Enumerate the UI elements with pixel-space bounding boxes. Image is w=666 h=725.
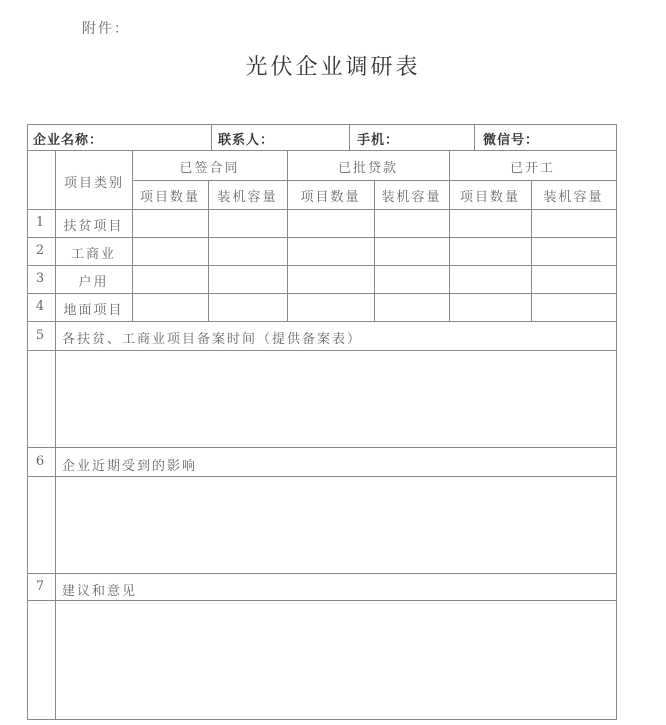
divider: [27, 150, 617, 151]
recent-impact-field[interactable]: [56, 477, 616, 573]
wechat-label: 微信号：: [483, 133, 540, 148]
cell-started-capacity[interactable]: [532, 294, 616, 321]
subheader-capacity: 装机容量: [217, 190, 278, 205]
group-header-signed: 已签合同: [179, 161, 240, 176]
cell-signed-capacity[interactable]: [209, 266, 287, 293]
cell-started-count[interactable]: [450, 238, 531, 265]
cell-started-count[interactable]: [450, 266, 531, 293]
cell-loan-capacity[interactable]: [375, 266, 449, 293]
table-border-right: [616, 124, 617, 720]
company-name-field[interactable]: [110, 125, 210, 149]
subheader-project-count: 项目数量: [300, 190, 361, 205]
row-number: 1: [35, 215, 47, 230]
cell-started-capacity[interactable]: [532, 238, 616, 265]
row-category: 扶贫项目: [63, 219, 124, 234]
cell-loan-capacity[interactable]: [375, 294, 449, 321]
divider: [27, 573, 617, 574]
divider: [349, 124, 350, 150]
phone-field[interactable]: [400, 125, 473, 149]
row-category: 户用: [78, 275, 109, 290]
row-number: 4: [35, 299, 47, 314]
page-title: 光伏企业调研表: [245, 55, 421, 80]
cell-signed-capacity[interactable]: [209, 238, 287, 265]
phone-label: 手机：: [357, 133, 400, 148]
cell-signed-count[interactable]: [133, 210, 208, 237]
cell-started-count[interactable]: [450, 294, 531, 321]
cell-signed-count[interactable]: [133, 238, 208, 265]
cell-started-capacity[interactable]: [532, 210, 616, 237]
filing-time-field[interactable]: [56, 351, 616, 447]
divider: [211, 124, 212, 150]
section-number: 5: [35, 328, 47, 343]
cell-loan-count[interactable]: [288, 266, 374, 293]
cell-signed-count[interactable]: [133, 266, 208, 293]
section-number: 6: [35, 454, 47, 469]
group-header-started: 已开工: [509, 161, 555, 176]
row-category: 地面项目: [63, 303, 124, 318]
attachment-label: 附件：: [82, 21, 130, 37]
cell-signed-count[interactable]: [133, 294, 208, 321]
subheader-capacity: 装机容量: [543, 190, 604, 205]
section-number: 7: [35, 579, 47, 594]
cell-signed-capacity[interactable]: [209, 210, 287, 237]
cell-loan-count[interactable]: [288, 238, 374, 265]
group-header-loan: 已批贷款: [337, 161, 398, 176]
cell-loan-count[interactable]: [288, 210, 374, 237]
wechat-field[interactable]: [555, 125, 615, 149]
cell-signed-capacity[interactable]: [209, 294, 287, 321]
cell-loan-capacity[interactable]: [375, 238, 449, 265]
company-name-label: 企业名称：: [33, 133, 104, 148]
subheader-project-count: 项目数量: [139, 190, 200, 205]
divider: [474, 124, 475, 150]
table-border-left: [27, 124, 28, 720]
table-border-bottom: [27, 719, 617, 720]
row-number: 2: [35, 243, 47, 258]
row-number: 3: [35, 271, 47, 286]
cell-started-capacity[interactable]: [532, 266, 616, 293]
subheader-project-count: 项目数量: [459, 190, 520, 205]
divider: [27, 447, 617, 448]
category-header: 项目类别: [63, 176, 124, 191]
row-category: 工商业: [70, 247, 116, 262]
cell-started-count[interactable]: [450, 210, 531, 237]
divider: [27, 321, 617, 322]
contact-label: 联系人：: [218, 133, 275, 148]
section-label-filing-time: 各扶贫、工商业项目备案时间（提供备案表）: [62, 332, 363, 347]
cell-loan-capacity[interactable]: [375, 210, 449, 237]
subheader-capacity: 装机容量: [381, 190, 442, 205]
cell-loan-count[interactable]: [288, 294, 374, 321]
suggestions-field[interactable]: [56, 601, 616, 719]
section-label-recent-impact: 企业近期受到的影响: [62, 459, 198, 474]
contact-field[interactable]: [280, 125, 348, 149]
section-label-suggestions: 建议和意见: [62, 584, 138, 599]
